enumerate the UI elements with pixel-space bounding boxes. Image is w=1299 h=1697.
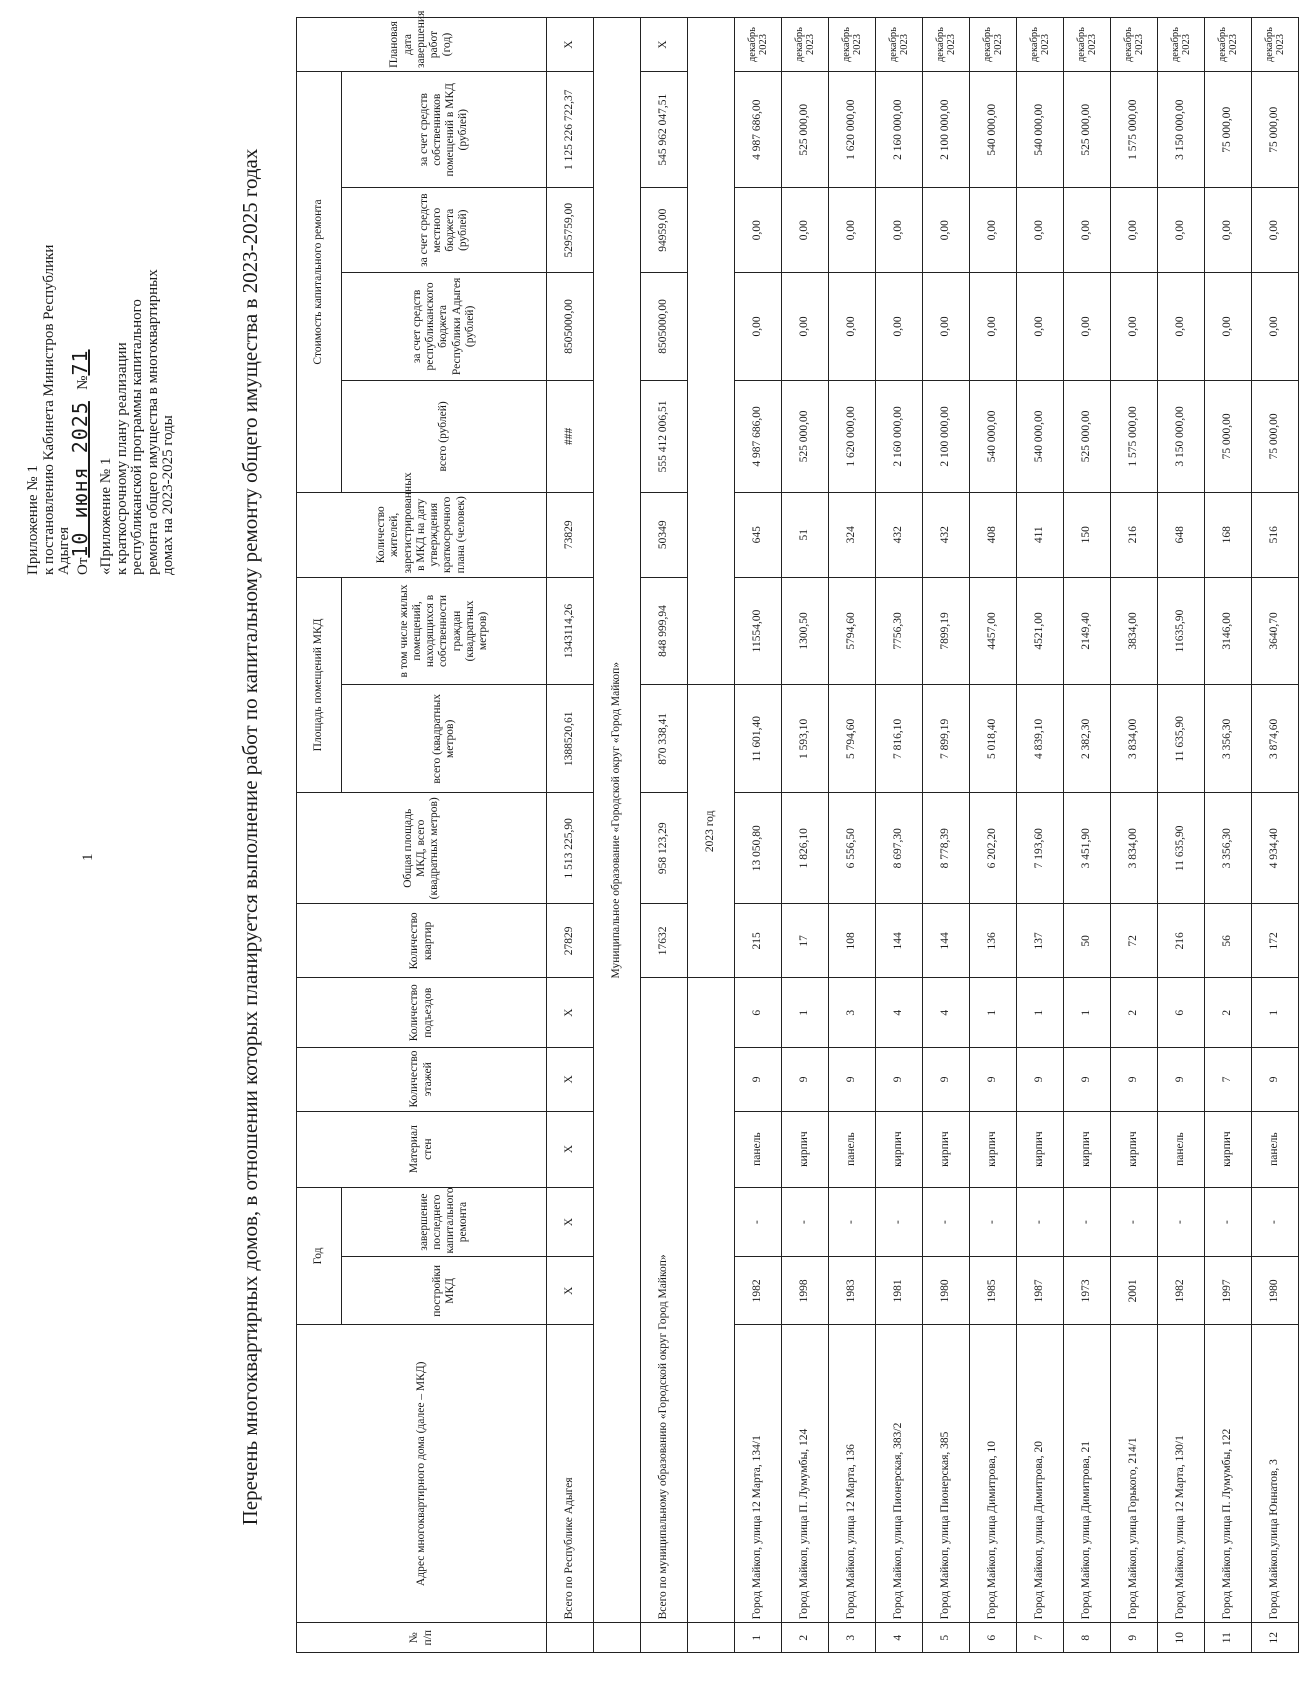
cell-residents: 648 — [1158, 492, 1205, 577]
cell-cost-owners: 75 000,00 — [1205, 72, 1252, 188]
cell-apartments: 215 — [735, 904, 782, 978]
cell-entrances: 6 — [1158, 978, 1205, 1048]
cell-apartments: 72 — [1111, 904, 1158, 978]
cell-cost-local: 0,00 — [782, 188, 829, 273]
cell-year-repair: - — [1064, 1187, 1111, 1257]
cell-material: панель — [1158, 1111, 1205, 1187]
col-header-total-area: Общая площадь МКД, всего (квадратных метров) — [297, 793, 547, 904]
cell-residents: 50349 — [641, 492, 688, 577]
cell-total-area: 6 202,20 — [970, 793, 1017, 904]
approval-date-line — [67, 15, 92, 575]
cell-apartments: 17 — [782, 904, 829, 978]
approval-line: к краткосрочному плану реализации — [113, 342, 130, 575]
cell-due-date: декабрь 2023 — [970, 18, 1017, 72]
cell-residents: 645 — [735, 492, 782, 577]
approval-date-prefix: От — [74, 557, 91, 575]
cell-num: 12 — [1252, 1623, 1299, 1653]
cell-cost-local: 0,00 — [1252, 188, 1299, 273]
cell-material: X — [547, 1111, 594, 1187]
table-row — [1017, 18, 1064, 1653]
cell-cost-local: 5295759,00 — [547, 188, 594, 273]
cell-num: 11 — [1205, 1623, 1252, 1653]
cell-residents: 411 — [1017, 492, 1064, 577]
cell-floors: 9 — [1158, 1048, 1205, 1111]
cell-cost-owners: 1 620 000,00 — [829, 72, 876, 188]
cell-due-date: декабрь 2023 — [782, 18, 829, 72]
cell-premises-total: 3 874,60 — [1252, 685, 1299, 793]
cell-entrances: 6 — [735, 978, 782, 1048]
approval-line: Адыгея — [56, 526, 72, 575]
cell-cost-total: 525 000,00 — [782, 380, 829, 492]
cell-residents: 216 — [1111, 492, 1158, 577]
cell-residents: 432 — [876, 492, 923, 577]
total-republic-label: Всего по Республике Адыгея — [547, 1325, 594, 1623]
cell-premises-residential: 11554,00 — [735, 577, 782, 685]
cell-cost-local: 0,00 — [735, 188, 782, 273]
cell-num: 7 — [1017, 1623, 1064, 1653]
cell-year-repair: X — [547, 1187, 594, 1257]
cell-num: 1 — [735, 1623, 782, 1653]
cell-num: 9 — [1111, 1623, 1158, 1653]
cell-due-date: декабрь 2023 — [829, 18, 876, 72]
cell-cost-republic: 0,00 — [1252, 273, 1299, 381]
cell-cost-local: 0,00 — [1111, 188, 1158, 273]
cell-year-repair: - — [782, 1187, 829, 1257]
cell-material: кирпич — [1017, 1111, 1064, 1187]
cell-total-area: 1 826,10 — [782, 793, 829, 904]
cell-residents: 150 — [1064, 492, 1111, 577]
cell-premises-residential: 1300,50 — [782, 577, 829, 685]
cell-cost-owners: 525 000,00 — [1064, 72, 1111, 188]
approval-block — [26, 15, 177, 575]
cell-address: Город Майкоп, улица 12 Марта, 136 — [829, 1325, 876, 1623]
cell-premises-total: 1 593,10 — [782, 685, 829, 793]
cell-apartments: 216 — [1158, 904, 1205, 978]
cell-residents: 324 — [829, 492, 876, 577]
cell-premises-residential: 2149,40 — [1064, 577, 1111, 685]
cell-total-area: 11 635,90 — [1158, 793, 1205, 904]
cell-apartments: 56 — [1205, 904, 1252, 978]
cell-address: Город Майкоп, улица Пионерская, 385 — [923, 1325, 970, 1623]
cell-cost-owners: 545 962 047,51 — [641, 72, 688, 188]
cell-residents: 408 — [970, 492, 1017, 577]
cell-due-date: X — [547, 18, 594, 72]
cell-cost-owners: 1 125 226 722,37 — [547, 72, 594, 188]
cell-cost-republic: 8505000,00 — [547, 273, 594, 381]
cell-residents: 168 — [1205, 492, 1252, 577]
cell-cost-local: 0,00 — [1205, 188, 1252, 273]
cell-cost-republic: 0,00 — [970, 273, 1017, 381]
cell-year-built: 1982 — [735, 1257, 782, 1325]
cell-total-area: 1 513 225,90 — [547, 793, 594, 904]
document-title: Перечень многоквартирных домов, в отношении которых планируется выполнение работ по капитальному ремонту общего имущества в 2023-2025 годах — [238, 148, 262, 1526]
year-heading-row — [688, 18, 735, 1653]
cell-total-area: 6 556,50 — [829, 793, 876, 904]
cell-num: 6 — [970, 1623, 1017, 1653]
table-row — [970, 18, 1017, 1653]
cell-entrances: 1 — [782, 978, 829, 1048]
approval-date: 10 июня 2025 — [67, 401, 92, 558]
cell-year-repair: - — [829, 1187, 876, 1257]
cell-num: 4 — [876, 1623, 923, 1653]
cell-floors: 9 — [782, 1048, 829, 1111]
cell-cost-owners: 2 160 000,00 — [876, 72, 923, 188]
cell-floors: 9 — [923, 1048, 970, 1111]
cell-total-area: 4 934,40 — [1252, 793, 1299, 904]
cell-cost-total: 2 160 000,00 — [876, 380, 923, 492]
cell-cost-local: 94959,00 — [641, 188, 688, 273]
cell-premises-total: 870 338,41 — [641, 685, 688, 793]
cell-cost-owners: 525 000,00 — [782, 72, 829, 188]
cell-cost-republic: 0,00 — [782, 273, 829, 381]
cell-cost-local: 0,00 — [923, 188, 970, 273]
cell-year-repair: - — [1158, 1187, 1205, 1257]
cell-cost-local: 0,00 — [829, 188, 876, 273]
col-header-apartments: Количество квартир — [297, 904, 547, 978]
page-number: 1 — [80, 853, 96, 861]
cell-material: кирпич — [1064, 1111, 1111, 1187]
total-municipality-row — [641, 18, 688, 1653]
col-header-cost-republic: за счет средств республиканского бюджета Республики Адыгея (рублей) — [342, 273, 547, 381]
cell-num: 2 — [782, 1623, 829, 1653]
cell-material: кирпич — [970, 1111, 1017, 1187]
cell-apartments: 50 — [1064, 904, 1111, 978]
cell-premises-total: 7 899,19 — [923, 685, 970, 793]
municipality-heading: Муниципальное образование «Городской округ «Город Майкоп» — [594, 18, 641, 1623]
cell-address: Город Майкоп, улица Димитрова, 20 — [1017, 1325, 1064, 1623]
cell-premises-total: 5 018,40 — [970, 685, 1017, 793]
cell-cost-owners: 4 987 686,00 — [735, 72, 782, 188]
approval-line: к постановлению Кабинета Министров Республики — [40, 244, 57, 575]
cell-due-date: декабрь 2023 — [1064, 18, 1111, 72]
cell-num: 5 — [923, 1623, 970, 1653]
cell-floors: 9 — [735, 1048, 782, 1111]
cell-material: панель — [829, 1111, 876, 1187]
cell-entrances: 4 — [923, 978, 970, 1048]
cell-premises-total: 1388520,61 — [547, 685, 594, 793]
cell-premises-total: 2 382,30 — [1064, 685, 1111, 793]
cell-floors: 7 — [1205, 1048, 1252, 1111]
table-row — [923, 18, 970, 1653]
cell-premises-residential: 11635,90 — [1158, 577, 1205, 685]
cell-total-area: 3 834,00 — [1111, 793, 1158, 904]
cell-year-built: 1997 — [1205, 1257, 1252, 1325]
cell-cost-republic: 0,00 — [1205, 273, 1252, 381]
cell-due-date: декабрь 2023 — [735, 18, 782, 72]
col-header-address: Адрес многоквартирного дома (далее – МКД) — [297, 1325, 547, 1623]
cell-cost-republic: 0,00 — [1111, 273, 1158, 381]
cell-cost-local: 0,00 — [1017, 188, 1064, 273]
col-header-year-built: постройки МКД — [342, 1257, 547, 1325]
cell-material: кирпич — [1111, 1111, 1158, 1187]
approval-line: ремонта общего имущества в многоквартирных — [144, 269, 161, 575]
col-header-num: № п/п — [297, 1623, 547, 1653]
approval-line: республиканской программы капитального — [129, 299, 145, 575]
cell-apartments: 108 — [829, 904, 876, 978]
col-header-material: Материал стен — [297, 1111, 547, 1187]
cell-cost-owners: 2 100 000,00 — [923, 72, 970, 188]
col-header-cost-local: за счет средств местного бюджета (рублей) — [342, 188, 547, 273]
cell-year-repair: - — [970, 1187, 1017, 1257]
cell-year-built: 1973 — [1064, 1257, 1111, 1325]
cell-apartments: 136 — [970, 904, 1017, 978]
cell-address: Город Майкоп, улица П. Лумумбы, 122 — [1205, 1325, 1252, 1623]
cell-cost-total: 75 000,00 — [1205, 380, 1252, 492]
cell-entrances: 3 — [829, 978, 876, 1048]
cell-year-built: 1982 — [1158, 1257, 1205, 1325]
col-header-entrances: Количество подъездов — [297, 978, 547, 1048]
cell-cost-local: 0,00 — [876, 188, 923, 273]
cell-material: кирпич — [876, 1111, 923, 1187]
cell-residents: 73829 — [547, 492, 594, 577]
cell-material: кирпич — [1205, 1111, 1252, 1187]
cell-floors: 9 — [1017, 1048, 1064, 1111]
cell-apartments: 137 — [1017, 904, 1064, 978]
cell-entrances: 1 — [1252, 978, 1299, 1048]
cell-cost-total: 540 000,00 — [1017, 380, 1064, 492]
cell-cost-total: 1 620 000,00 — [829, 380, 876, 492]
cell-year-repair: - — [1252, 1187, 1299, 1257]
cell-premises-residential: 3834,00 — [1111, 577, 1158, 685]
cell-cost-total: 525 000,00 — [1064, 380, 1111, 492]
cell-due-date: декабрь 2023 — [1205, 18, 1252, 72]
cell-cost-owners: 540 000,00 — [970, 72, 1017, 188]
cell-total-area: 958 123,29 — [641, 793, 688, 904]
total-republic-row — [547, 18, 594, 1653]
cell-total-area: 13 050,80 — [735, 793, 782, 904]
municipality-heading-row — [594, 18, 641, 1653]
cell-premises-residential: 4457,00 — [970, 577, 1017, 685]
col-header-cost-total: всего (рублей) — [342, 380, 547, 492]
cell-year-repair: - — [1017, 1187, 1064, 1257]
cell-year-built: X — [547, 1257, 594, 1325]
cell-address: Город Майкоп, улица Горького, 214/1 — [1111, 1325, 1158, 1623]
cell-year-built: 1983 — [829, 1257, 876, 1325]
year-heading: 2023 год — [688, 685, 735, 978]
col-header-due-date: Плановая дата завершения работ (год) — [297, 18, 547, 72]
cell-floors: X — [547, 1048, 594, 1111]
cell-entrances: 2 — [1111, 978, 1158, 1048]
cell-entrances: 2 — [1205, 978, 1252, 1048]
cell-floors: 9 — [1111, 1048, 1158, 1111]
cell-due-date: декабрь 2023 — [1017, 18, 1064, 72]
cell-apartments: 172 — [1252, 904, 1299, 978]
cell-premises-residential: 3640,70 — [1252, 577, 1299, 685]
cell-apartments: 144 — [923, 904, 970, 978]
total-municipality-label: Всего по муниципальному образованию «Городской округ Город Майкоп» — [641, 978, 688, 1623]
table-row — [829, 18, 876, 1653]
table-row — [1111, 18, 1158, 1653]
housing-register-table — [296, 10, 1299, 1653]
cell-year-built: 1980 — [923, 1257, 970, 1325]
cell-cost-local: 0,00 — [1064, 188, 1111, 273]
col-header-cost-owners: за счет средств собственников помещений в МКД (рублей) — [342, 72, 547, 188]
cell-year-repair: - — [735, 1187, 782, 1257]
cell-cost-local: 0,00 — [970, 188, 1017, 273]
cell-premises-residential: 1343114,26 — [547, 577, 594, 685]
col-header-residents: Количество жителей, зарегистрированных в МКД на дату утверждения краткосрочного плана (человек) — [297, 492, 547, 577]
cell-address: Город Майкоп, улица П. Лумумбы, 124 — [782, 1325, 829, 1623]
cell-apartments: 17632 — [641, 904, 688, 978]
cell-num: 8 — [1064, 1623, 1111, 1653]
cell-premises-residential: 7756,30 — [876, 577, 923, 685]
col-header-year: Год — [297, 1187, 342, 1324]
cell-due-date: X — [641, 18, 688, 72]
cell-num: 3 — [829, 1623, 876, 1653]
cell-premises-total: 7 816,10 — [876, 685, 923, 793]
col-header-cost: Стоимость капитального ремонта — [297, 72, 342, 493]
cell-cost-total: 540 000,00 — [970, 380, 1017, 492]
cell-floors: 9 — [1252, 1048, 1299, 1111]
col-header-premises-area: Площадь помещений МКД — [297, 577, 342, 793]
cell-year-repair: - — [1205, 1187, 1252, 1257]
cell-cost-republic: 0,00 — [829, 273, 876, 381]
cell-year-built: 2001 — [1111, 1257, 1158, 1325]
cell-total-area: 8 778,39 — [923, 793, 970, 904]
cell-premises-total: 4 839,10 — [1017, 685, 1064, 793]
cell-cost-republic: 0,00 — [1064, 273, 1111, 381]
cell-due-date: декабрь 2023 — [923, 18, 970, 72]
cell-cost-total: 75 000,00 — [1252, 380, 1299, 492]
approval-line: «Приложение № 1 — [98, 457, 114, 575]
cell-cost-owners: 1 575 000,00 — [1111, 72, 1158, 188]
cell-cost-total: 2 100 000,00 — [923, 380, 970, 492]
cell-address: Город Майкоп, улица Димитрова, 10 — [970, 1325, 1017, 1623]
cell-premises-residential: 5794,60 — [829, 577, 876, 685]
table-row — [1158, 18, 1205, 1653]
cell-cost-republic: 0,00 — [876, 273, 923, 381]
cell-premises-residential: 7899,19 — [923, 577, 970, 685]
cell-material: панель — [735, 1111, 782, 1187]
cell-entrances: 1 — [1064, 978, 1111, 1048]
cell-due-date: декабрь 2023 — [1111, 18, 1158, 72]
cell-cost-total: ### — [547, 380, 594, 492]
approval-line: Приложение № 1 — [25, 465, 41, 575]
cell-total-area: 3 451,90 — [1064, 793, 1111, 904]
cell-cost-total: 3 150 000,00 — [1158, 380, 1205, 492]
cell-premises-total: 5 794,60 — [829, 685, 876, 793]
table-row — [1205, 18, 1252, 1653]
approval-number: 71 — [67, 349, 92, 376]
table-row — [735, 18, 782, 1653]
cell-year-built: 1998 — [782, 1257, 829, 1325]
table-row — [1252, 18, 1299, 1653]
cell-address: Город Майкоп,улица Юннатов, 3 — [1252, 1325, 1299, 1623]
cell-floors: 9 — [1064, 1048, 1111, 1111]
cell-material: панель — [1252, 1111, 1299, 1187]
cell-cost-owners: 540 000,00 — [1017, 72, 1064, 188]
cell-residents: 516 — [1252, 492, 1299, 577]
cell-total-area: 7 193,60 — [1017, 793, 1064, 904]
cell-cost-owners: 3 150 000,00 — [1158, 72, 1205, 188]
cell-cost-total: 4 987 686,00 — [735, 380, 782, 492]
cell-cost-total: 555 412 006,51 — [641, 380, 688, 492]
col-header-year-repair: завершение последнего капитального ремонта — [342, 1187, 547, 1257]
cell-premises-total: 3 356,30 — [1205, 685, 1252, 793]
cell-premises-residential: 4521,00 — [1017, 577, 1064, 685]
cell-floors: 9 — [876, 1048, 923, 1111]
table-row — [1064, 18, 1111, 1653]
cell-cost-local: 0,00 — [1158, 188, 1205, 273]
cell-premises-total: 3 834,00 — [1111, 685, 1158, 793]
cell-apartments: 144 — [876, 904, 923, 978]
cell-cost-republic: 0,00 — [735, 273, 782, 381]
cell-due-date: декабрь 2023 — [1158, 18, 1205, 72]
cell-num: 10 — [1158, 1623, 1205, 1653]
cell-year-repair: - — [876, 1187, 923, 1257]
cell-address: Город Майкоп, улица Димитрова, 21 — [1064, 1325, 1111, 1623]
cell-material: кирпич — [923, 1111, 970, 1187]
cell-floors: 9 — [829, 1048, 876, 1111]
cell-total-area: 8 697,30 — [876, 793, 923, 904]
approval-number-prefix: № — [74, 375, 91, 390]
cell-total-area: 3 356,30 — [1205, 793, 1252, 904]
cell-year-built: 1987 — [1017, 1257, 1064, 1325]
cell-entrances: 1 — [970, 978, 1017, 1048]
cell-cost-republic: 8505000,00 — [641, 273, 688, 381]
cell-entrances: 4 — [876, 978, 923, 1048]
cell-cost-republic: 0,00 — [923, 273, 970, 381]
cell-cost-republic: 0,00 — [1158, 273, 1205, 381]
cell-address: Город Майкоп, улица 12 Марта, 134/1 — [735, 1325, 782, 1623]
cell-due-date: декабрь 2023 — [1252, 18, 1299, 72]
cell-year-repair: - — [1111, 1187, 1158, 1257]
cell-due-date: декабрь 2023 — [876, 18, 923, 72]
cell-address: Город Майкоп, улица 12 Марта, 130/1 — [1158, 1325, 1205, 1623]
cell-premises-total: 11 635,90 — [1158, 685, 1205, 793]
cell-premises-residential: 848 999,94 — [641, 577, 688, 685]
cell-cost-owners: 75 000,00 — [1252, 72, 1299, 188]
cell-year-built: 1980 — [1252, 1257, 1299, 1325]
table-row — [876, 18, 923, 1653]
cell-entrances: X — [547, 978, 594, 1048]
cell-address: Город Майкоп, улица Пионерская, 383/2 — [876, 1325, 923, 1623]
cell-year-built: 1981 — [876, 1257, 923, 1325]
cell-residents: 432 — [923, 492, 970, 577]
cell-premises-total: 11 601,40 — [735, 685, 782, 793]
cell-cost-republic: 0,00 — [1017, 273, 1064, 381]
col-header-premises-residential: в том числе жилых помещений, находящихся в собственности граждан (квадратных метров) — [342, 577, 547, 685]
cell-apartments: 27829 — [547, 904, 594, 978]
cell-premises-residential: 3146,00 — [1205, 577, 1252, 685]
cell-floors: 9 — [970, 1048, 1017, 1111]
cell-year-repair: - — [923, 1187, 970, 1257]
cell-residents: 51 — [782, 492, 829, 577]
table-row — [782, 18, 829, 1653]
cell-material: кирпич — [782, 1111, 829, 1187]
col-header-premises-total: всего (квадратных метров) — [342, 685, 547, 793]
col-header-floors: Количество этажей — [297, 1048, 547, 1111]
cell-entrances: 1 — [1017, 978, 1064, 1048]
approval-line: домах на 2023-2025 годы — [160, 415, 176, 575]
cell-year-built: 1985 — [970, 1257, 1017, 1325]
cell-cost-total: 1 575 000,00 — [1111, 380, 1158, 492]
